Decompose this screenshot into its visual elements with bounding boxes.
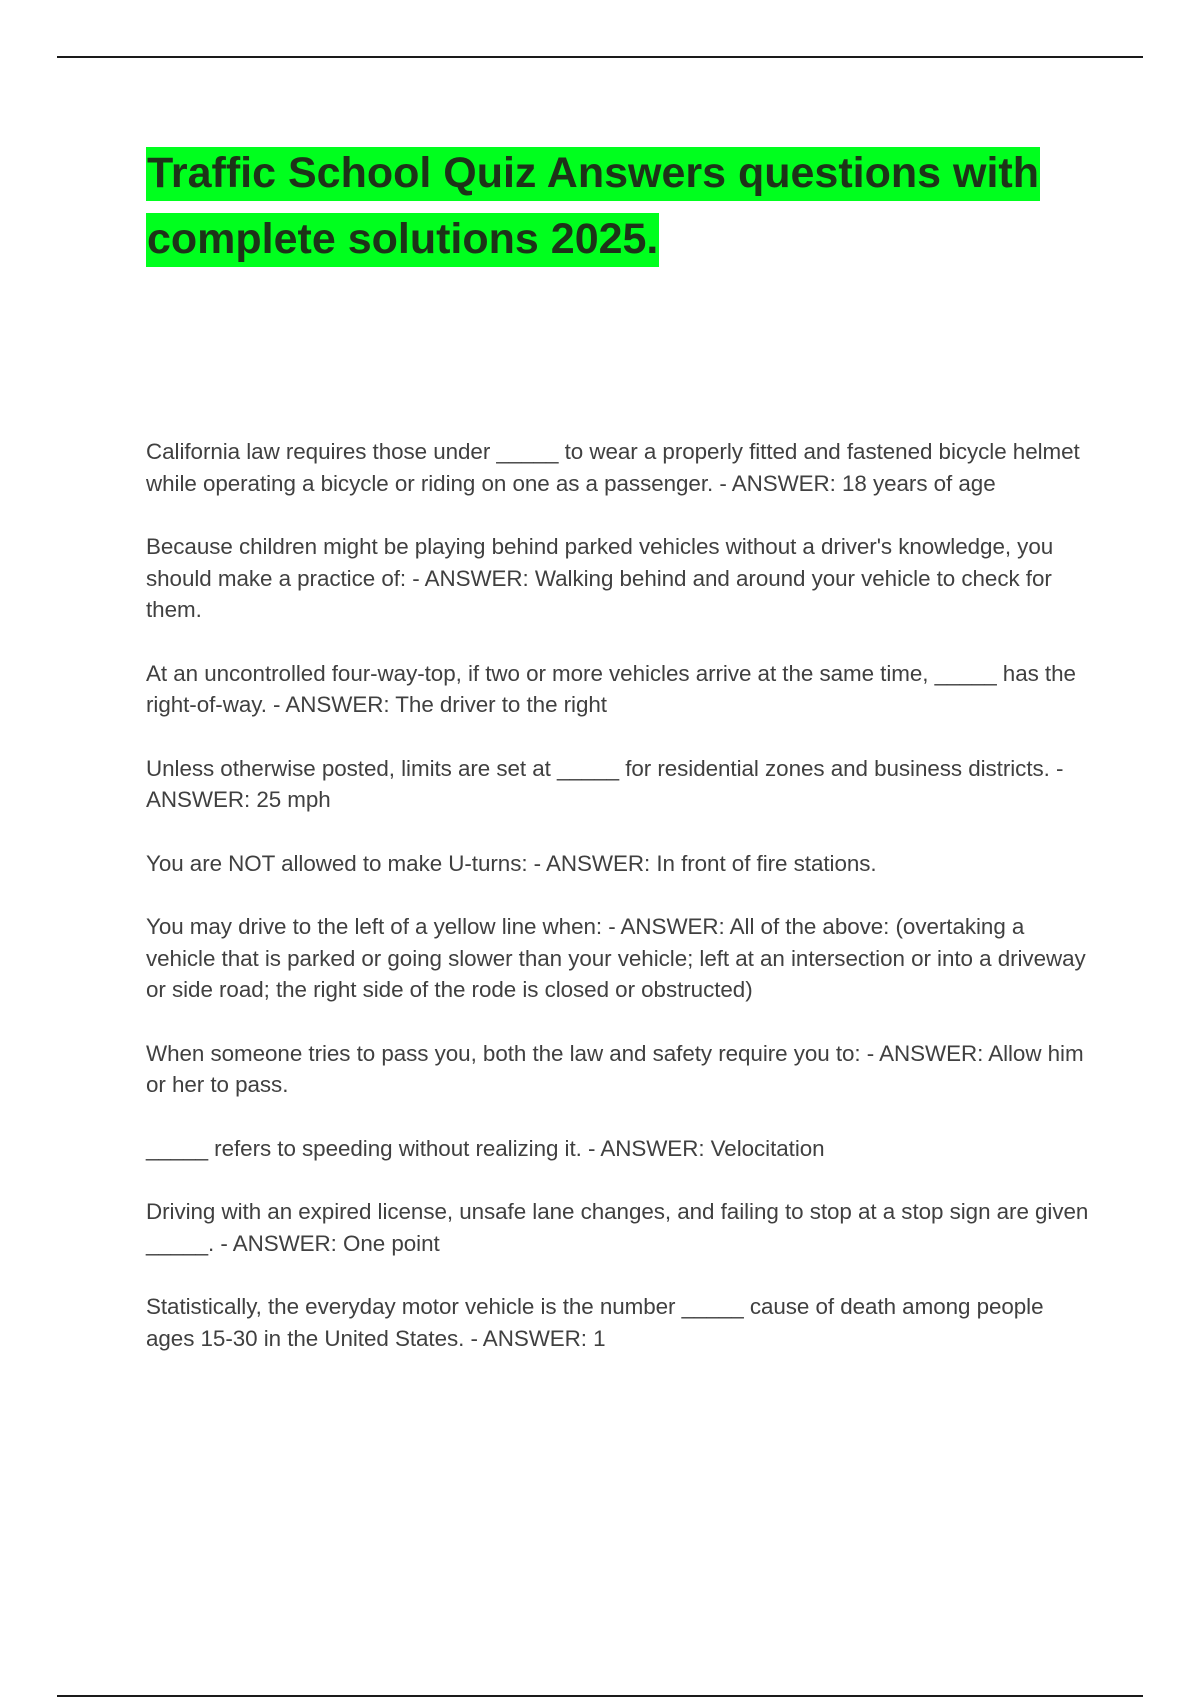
qa-item-6: You may drive to the left of a yellow line when: - ANSWER: All of the above: (overtaking a vehicle that is parked or going slower than your vehicle; left at an intersection or into a driveway or side road; the right side of the rode is closed or obstructed) xyxy=(146,914,1086,1002)
qa-item-7: When someone tries to pass you, both the law and safety require you to: - ANSWER: Allow him or her to pass. xyxy=(146,1040,1084,1097)
header-rule xyxy=(57,56,1143,58)
qa-item-10: Statistically, the everyday motor vehicle is the number _____ cause of death among people ages 15-30 in the United States. - ANSWER: 1 xyxy=(146,1294,1044,1351)
title-highlight: Traffic School Quiz Answers questions with complete solutions 2025. xyxy=(146,147,1040,267)
qa-item-9: Driving with an expired license, unsafe lane changes, and failing to stop at a stop sign are given _____. - ANSWER: One point xyxy=(146,1199,1089,1256)
qa-item-4: Unless otherwise posted, limits are set at _____ for residential zones and business districts. - ANSWER: 25 mph xyxy=(146,755,1064,812)
qa-list xyxy=(146,436,1096,1386)
qa-item-1: California law requires those under _____ to wear a properly fitted and fastened bicycle helmet while operating a bicycle or riding on one as a passenger. - ANSWER: 18 years of age xyxy=(146,439,1080,496)
qa-item-8: _____ refers to speeding without realizing it. - ANSWER: Velocitation xyxy=(146,1135,825,1161)
qa-item-2: Because children might be playing behind parked vehicles without a driver's knowledge, you should make a practice of: - ANSWER: Walking behind and around your vehicle to check for them. xyxy=(146,534,1054,622)
footer-rule xyxy=(57,1695,1143,1697)
document-title xyxy=(146,140,1106,272)
qa-item-3: At an uncontrolled four-way-top, if two or more vehicles arrive at the same time, _____ has the right-of-way. - ANSWER: The driver to the right xyxy=(146,660,1076,717)
qa-item-5: You are NOT allowed to make U-turns: - ANSWER: In front of fire stations. xyxy=(146,850,877,876)
